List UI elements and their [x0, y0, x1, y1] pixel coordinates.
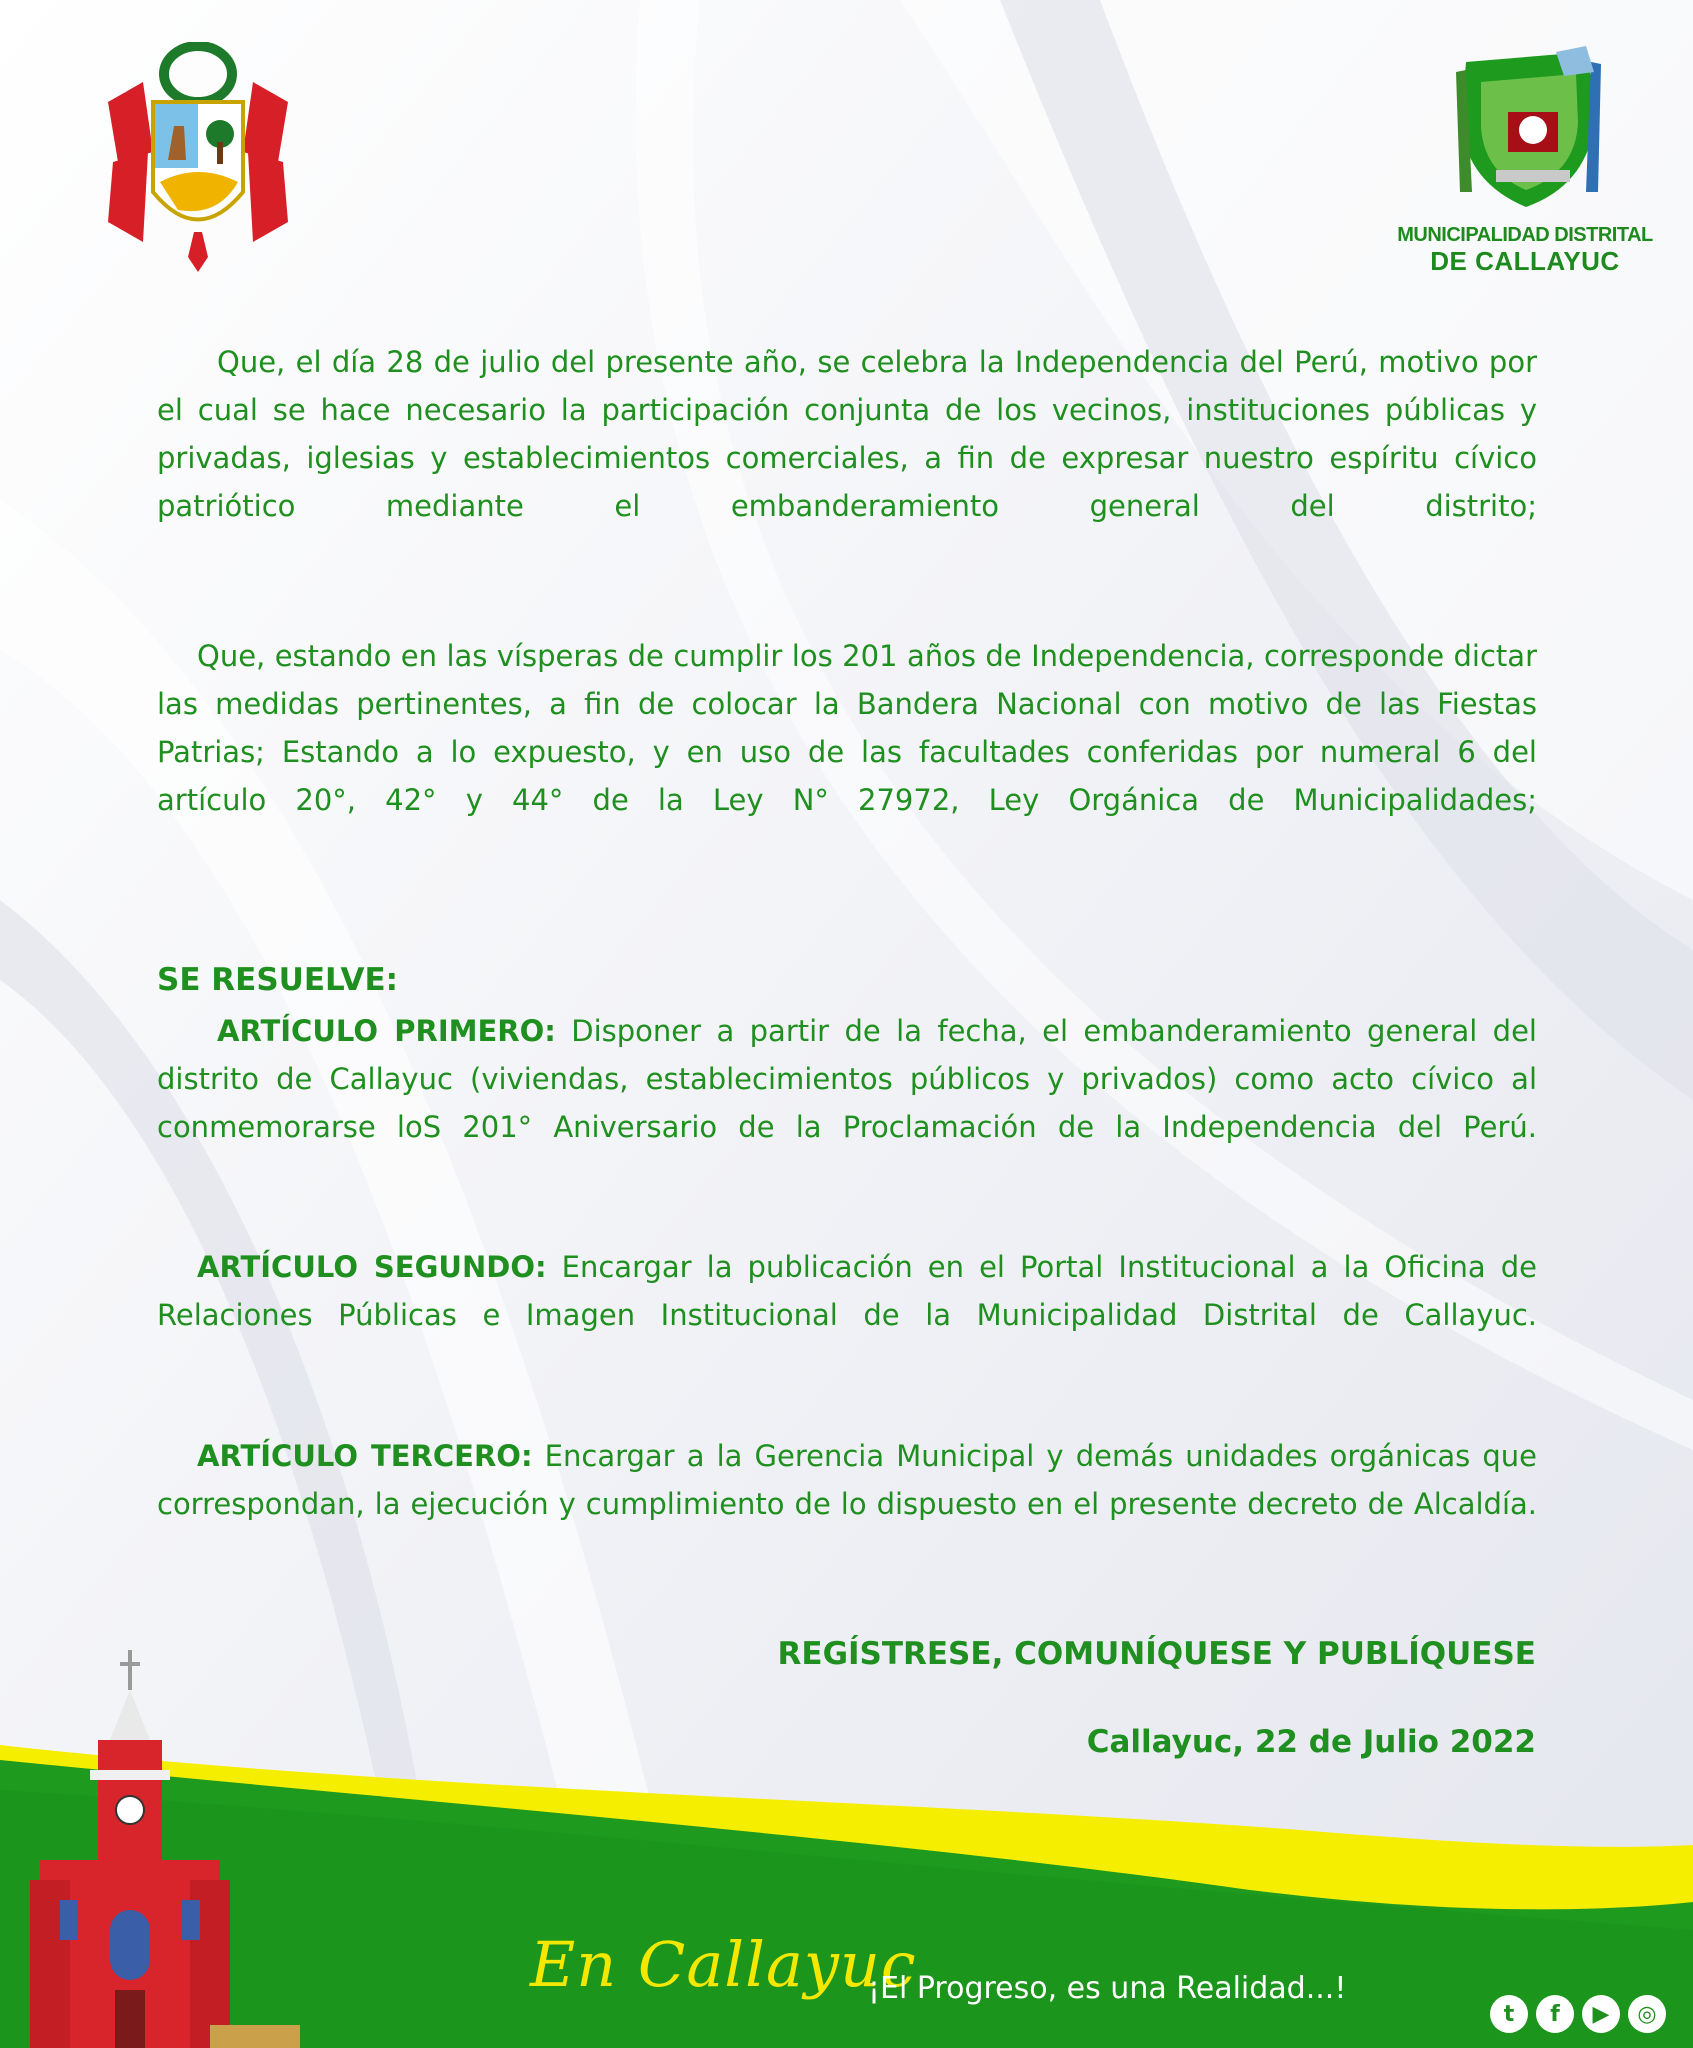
- youtube-icon[interactable]: ▶: [1582, 1995, 1620, 2033]
- considerando-paragraph-2: Que, estando en las vísperas de cumplir los 201 años de Independencia, corresponde dictar las medidas pertinentes, a fin de colocar la Bandera Nacional con motivo de las Fiestas Patrias; Estando a lo expuesto, y en uso de las facultades conferidas por numeral 6 del artículo 20°, 42° y 44° de la Ley N° 27972, Ley Orgánica de Municipalidades;: [157, 639, 1537, 817]
- resolution-heading: SE RESUELVE:: [157, 962, 399, 998]
- article-label: ARTÍCULO PRIMERO:: [217, 1014, 556, 1048]
- slogan-script: En Callayuc: [530, 1928, 917, 2001]
- slogan-text: ¡El Progreso, es una Realidad...!: [868, 1971, 1347, 2006]
- article-text: Encargar la publicación en el Portal Institucional a la Oficina de Relaciones Públicas e Imagen Institucional de la Municipalidad Distrital de Callayuc.: [157, 1250, 1537, 1332]
- church-illustration-icon: [20, 1650, 300, 2048]
- article-label: ARTÍCULO TERCERO:: [197, 1439, 533, 1473]
- twitter-icon[interactable]: t: [1490, 1995, 1528, 2033]
- municipality-name-line1: MUNICIPALIDAD DISTRITAL: [1397, 224, 1653, 246]
- article-tercero: [157, 1432, 1537, 1528]
- peru-coat-of-arms-icon: [98, 42, 298, 274]
- article-text: Encargar a la Gerencia Municipal y demás unidades orgánicas que correspondan, la ejecución y cumplimiento de lo dispuesto en el presente decreto de Alcaldía.: [157, 1439, 1537, 1521]
- facebook-icon[interactable]: f: [1536, 1995, 1574, 2033]
- callayuc-municipal-seal-icon: [1436, 42, 1612, 212]
- closing-formula: REGÍSTRESE, COMUNÍQUESE Y PUBLÍQUESE: [777, 1636, 1536, 1672]
- instagram-icon[interactable]: ◎: [1628, 1995, 1666, 2033]
- article-segundo: [157, 1243, 1537, 1339]
- article-label: ARTÍCULO SEGUNDO:: [197, 1250, 547, 1284]
- considerando-paragraph-1: Que, el día 28 de julio del presente año, se celebra la Independencia del Perú, motivo por el cual se hace necesario la participación conjunta de los vecinos, instituciones públicas y privadas, iglesias y establecimientos comerciales, a fin de expresar nuestro espíritu cívico patriótico mediante el embanderamiento general del distrito;: [157, 345, 1537, 523]
- article-text: Disponer a partir de la fecha, el embanderamiento general del distrito de Callayuc (viviendas, establecimientos públicos y privados) como acto cívico al conmemorarse loS 201° Aniversario de la Proclamación de la Independencia del Perú.: [157, 1014, 1537, 1144]
- municipality-name: [1380, 222, 1670, 274]
- municipality-name-line2: DE CALLAYUC: [1430, 246, 1620, 276]
- date-line: Callayuc, 22 de Julio 2022: [1086, 1724, 1536, 1760]
- article-primero: [157, 1007, 1537, 1151]
